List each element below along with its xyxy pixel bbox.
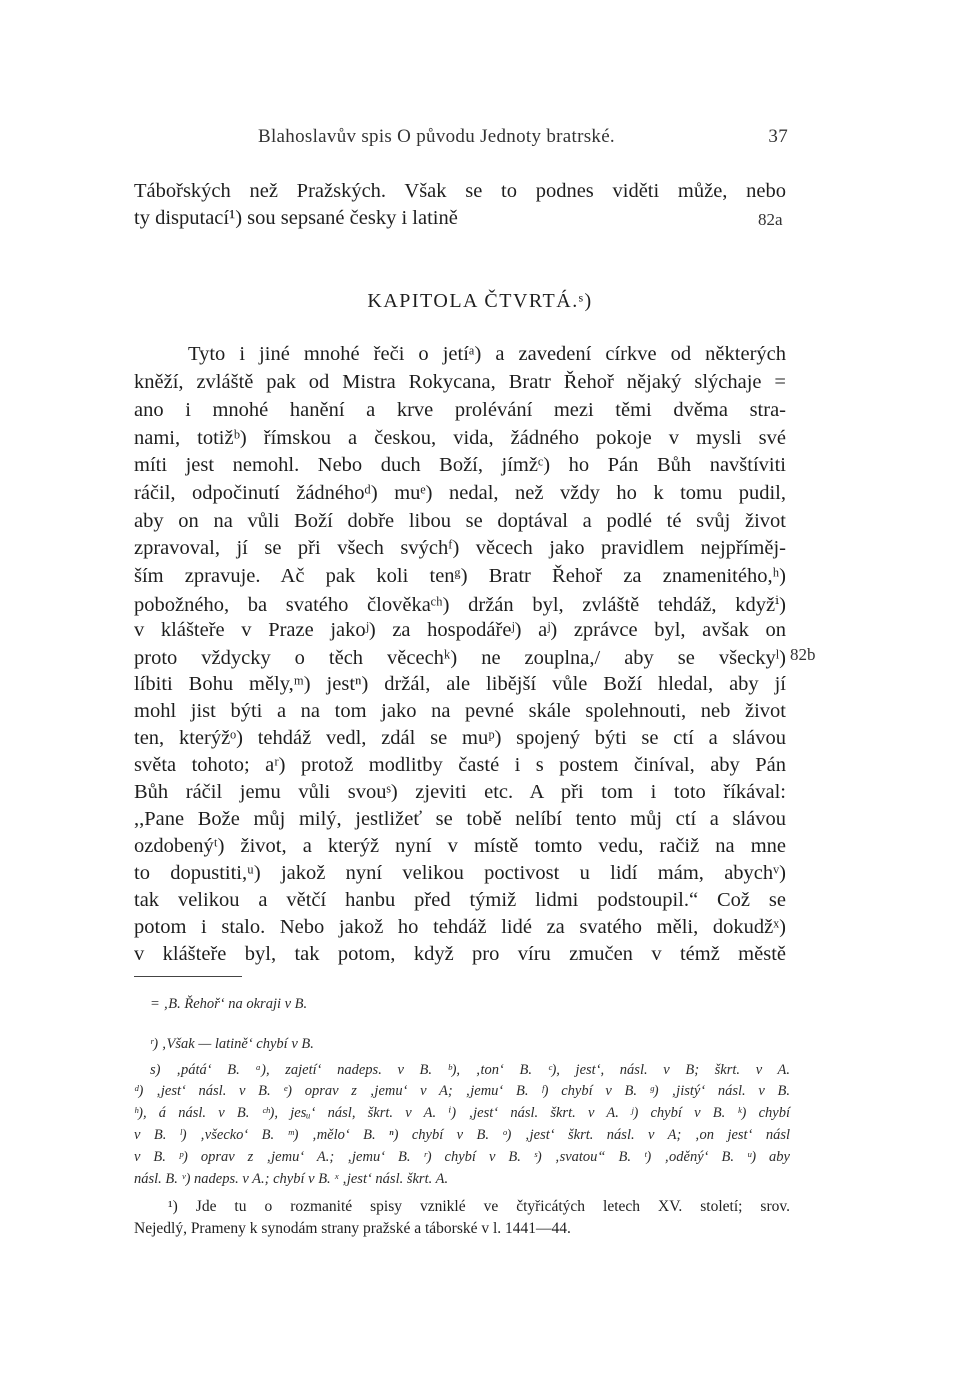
body-line: v klášteře byl, tak potom, když pro víru zmučen v témž městě bbox=[134, 943, 786, 965]
footnote-divider bbox=[134, 976, 242, 977]
body-line: kněží, zvláště pak od Mistra Rokycana, Bratr Řehoř nějaký slýchaje = bbox=[134, 371, 786, 393]
intro-line: ty disputací¹) sou sepsané česky i latině bbox=[134, 207, 458, 229]
apparatus-line: násl. B. ᵛ) nadeps. v A.; chybí v B. ˣ ‚jest‘ násl. škrt. A. bbox=[134, 1171, 449, 1187]
running-title: Blahoslavův spis O původu Jednoty bratrské. bbox=[258, 126, 615, 147]
body-line: ten, kterýžᵒ) tehdáž vedl, zdál se muᵖ) spojený býti se ctí a slávou bbox=[134, 727, 786, 749]
running-header bbox=[258, 126, 788, 148]
body-line: to dopustiti,ᵘ) jakož nyní velikou poctivost u lidí mám, abychᵛ) bbox=[134, 862, 786, 884]
body-line: Tyto i jiné mnohé řeči o jetíᵃ) a zavedení církve od některých bbox=[188, 343, 786, 365]
body-line: míti jest nemohl. Nebo duch Boží, jímžᶜ) ho Pán Bůh navštíviti bbox=[134, 454, 786, 476]
body-line: ano i mnohé hanění a krve prolévání mezi těmi dvěma stra- bbox=[134, 399, 786, 421]
body-line: ,,Pane Bože můj milý, jestližeť se tobě nelíbí tento můj ctí a slávou bbox=[134, 808, 786, 830]
body-line: zpravoval, jí se při všech svýchᶠ) věcech jako pravidlem nejpříměj- bbox=[134, 537, 786, 559]
body-line: líbiti Bohu měly,ᵐ) jestⁿ) držál, ale libější vůle Boží hledal, aby jí bbox=[134, 673, 786, 695]
intro-line: Tábořských než Pražských. Však se to podnes viděti může, nebo bbox=[134, 180, 786, 202]
margin-note: 82a bbox=[758, 210, 783, 229]
body-line: Bůh ráčil jemu vůli svouˢ) zjeviti etc. A při tom i toto říkával: bbox=[134, 781, 786, 803]
body-line: proto vždycky o těch věcechᵏ) ne zouplna,/ aby se všeckyˡ) bbox=[134, 647, 786, 669]
page-number: 37 bbox=[768, 126, 788, 147]
apparatus-line: ᵈ) ‚jest‘ násl. v B. ᵉ) oprav z ‚jemu‘ v A; ‚jemu‘ B. ᶠ) chybí v B. ᵍ) ‚jistý‘ násl. v B. bbox=[134, 1083, 790, 1099]
apparatus-line: ʳ) ‚Však — latině‘ chybí v B. bbox=[150, 1036, 314, 1052]
body-line: mohl jist býti a na tom jako na pevné skále spolehnouti, neb život bbox=[134, 700, 786, 722]
body-line: v klášteře v Praze jakoʲ) za hospodářeʲ) aʲ) zprávce byl, avšak on bbox=[134, 619, 786, 641]
apparatus-line: = ‚B. Řehoř‘ na okraji v B. bbox=[150, 996, 308, 1012]
apparatus-line: ʰ), á násl. v B. ᶜʰ), jesᵤ‘ násl, škrt. v A. ⁱ) ‚jest‘ násl. škrt. v A. ʲ) chybí v B. ᵏ) chybí bbox=[134, 1105, 790, 1121]
body-line: světa tohoto; aʳ) protož modlitby časté i s postem činíval, aby Pán bbox=[134, 754, 786, 776]
body-line: ráčil, odpočinutí žádnéhoᵈ) muᵉ) nedal, než vždy ho k tomu pudil, bbox=[134, 482, 786, 504]
body-line: ším zpravuje. Ač pak koli tenᵍ) Bratr Řehoř za znamenitého,ʰ) bbox=[134, 565, 786, 587]
apparatus-line: v B. ˡ) ‚všecko‘ B. ᵐ) ‚mělo‘ B. ⁿ) chybí v B. ᵒ) ‚jest‘ škrt. násl. v A; ‚on jest‘ násl bbox=[134, 1127, 790, 1143]
footnote-line: ¹) Jde tu o rozmanité spisy vzniklé ve čtyřicátých letech XV. století; srov. bbox=[168, 1198, 790, 1215]
body-line: ozdobenýᵗ) život, a kterýž nyní v místě tomto vedu, račiž na mne bbox=[134, 835, 786, 857]
margin-note: 82b bbox=[790, 645, 816, 664]
chapter-heading: KAPITOLA ČTVRTÁ.ˢ) bbox=[367, 290, 593, 312]
body-line: nami, totižᵇ) římskou a českou, vida, žádného pokoje v mysli své bbox=[134, 427, 786, 449]
body-line: aby on na vůli Boží dobře libou se doptával a podlé té svůj život bbox=[134, 510, 786, 532]
body-line: tak velikou a větčí hanbu před týmiž lidmi podstoupil.“ Což se bbox=[134, 889, 786, 911]
apparatus-line: s) ‚pátá‘ B. ᵃ), zajetí‘ nadeps. v B. ᵇ), ‚ton‘ B. ᶜ), jest‘, násl. v B; škrt. v A. bbox=[150, 1062, 790, 1078]
body-line: pobožného, ba svatého člověkaᶜʰ) držán byl, zvláště tehdáž, kdyžⁱ) bbox=[134, 594, 786, 616]
body-line: potom i stalo. Nebo jakož ho tehdáž lidé za svatého měli, dokudžˣ) bbox=[134, 916, 786, 938]
footnote-line: Nejedlý, Prameny k synodám strany pražské a táborské v l. 1441—44. bbox=[134, 1220, 571, 1237]
apparatus-line: v B. ᵖ) oprav z ‚jemu‘ A.; ‚jemu‘ B. ʳ) chybí v B. ˢ) ‚svatou“ B. ᵗ) ‚oděný‘ B. ᵘ) aby bbox=[134, 1149, 790, 1165]
